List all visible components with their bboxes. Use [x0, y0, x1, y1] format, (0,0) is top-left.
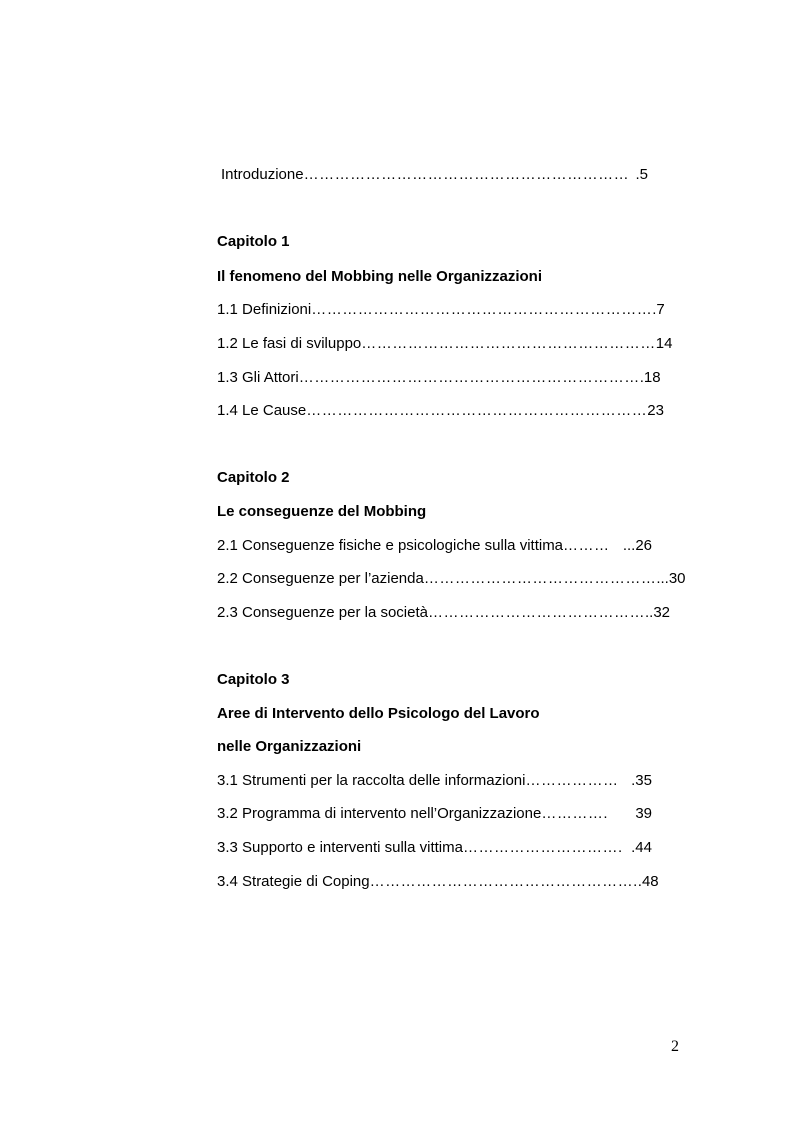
toc-entry-label: 3.3 Supporto e interventi sulla vittima	[217, 839, 463, 856]
toc-entry-page: 39	[635, 805, 652, 822]
toc-entry-label: 1.4 Le Cause	[217, 402, 307, 419]
toc-entry-label: 2.3 Conseguenze per la società	[217, 604, 428, 621]
toc-entry-label: 3.1 Strumenti per la raccolta delle informazioni	[217, 772, 526, 789]
toc-entry-1-3	[217, 368, 661, 388]
toc-leader-dots: ……………………………………	[427, 604, 645, 621]
toc-entry-1-1	[217, 300, 665, 320]
toc-leader-dots: ………………………………………………………	[303, 166, 630, 183]
chapter-1-number: Capitolo 1	[217, 233, 290, 250]
toc-entry-label: 2.1 Conseguenze fisiche e psicologiche sulla vittima	[217, 537, 564, 554]
toc-entry-page: .48	[637, 873, 659, 890]
toc-entry-introduzione	[221, 165, 648, 185]
toc-entry-page: ...30	[656, 570, 686, 587]
toc-entry-page: .5	[635, 166, 648, 183]
toc-entry-label: Introduzione	[221, 166, 304, 183]
toc-entry-page: ...26	[622, 537, 652, 554]
toc-entry-1-2	[217, 334, 673, 354]
toc-entry-page: .35	[631, 772, 652, 789]
toc-entry-label: 1.1 Definizioni	[217, 301, 312, 318]
toc-leader-dots: …………………………………………………………	[306, 402, 648, 419]
toc-entry-label: 3.4 Strategie di Coping	[217, 873, 370, 890]
toc-leader-dots: …………………………………………………	[361, 335, 656, 352]
chapter-3-number: Capitolo 3	[217, 671, 290, 688]
toc-leader-dots: ………….	[541, 805, 609, 822]
chapter-3-title-line-2: nelle Organizzazioni	[217, 738, 362, 755]
toc-entry-page: 14	[655, 335, 673, 352]
chapter-2-title: Le conseguenze del Mobbing	[217, 503, 427, 520]
toc-entry-2-1	[217, 536, 652, 556]
toc-entry-1-4	[217, 401, 664, 421]
chapter-2-number: Capitolo 2	[217, 469, 290, 486]
chapter-1-title: Il fenomeno del Mobbing nelle Organizzazioni	[217, 268, 543, 285]
toc-entry-label: 3.2 Programma di intervento nell’Organizzazione	[217, 805, 542, 822]
toc-leader-dots: ………………………………………	[423, 570, 657, 587]
toc-leader-dots: …………………………………………………………	[311, 301, 653, 318]
toc-leader-dots: ………………………….	[462, 839, 623, 856]
toc-leader-dots: ………	[563, 537, 610, 554]
page-number: 2	[671, 1038, 679, 1055]
chapter-3-title: Aree di Intervento dello Psicologo del Lavoro	[217, 705, 540, 722]
toc-entry-page: .18	[639, 369, 661, 386]
toc-entry-page: 23	[647, 402, 664, 419]
toc-entry-3-4	[217, 872, 659, 892]
toc-entry-label: 2.2 Conseguenze per l’azienda	[217, 570, 424, 587]
toc-entry-label: 1.3 Gli Attori	[217, 369, 299, 386]
toc-entry-2-2	[217, 569, 686, 589]
toc-entry-2-3	[217, 603, 671, 623]
toc-entry-page: .7	[652, 301, 665, 318]
toc-entry-3-2	[217, 804, 652, 824]
toc-entry-label: 1.2 Le fasi di sviluppo	[217, 335, 362, 352]
toc-leader-dots: …………………………………………………………	[298, 369, 640, 386]
toc-entry-3-1	[217, 771, 652, 791]
toc-leader-dots: ………………	[525, 772, 619, 789]
toc-entry-3-3	[217, 838, 652, 858]
toc-entry-page: .44	[631, 839, 652, 856]
toc-entry-page: ..32	[644, 604, 671, 621]
toc-leader-dots: …………………………………………….	[369, 873, 638, 890]
